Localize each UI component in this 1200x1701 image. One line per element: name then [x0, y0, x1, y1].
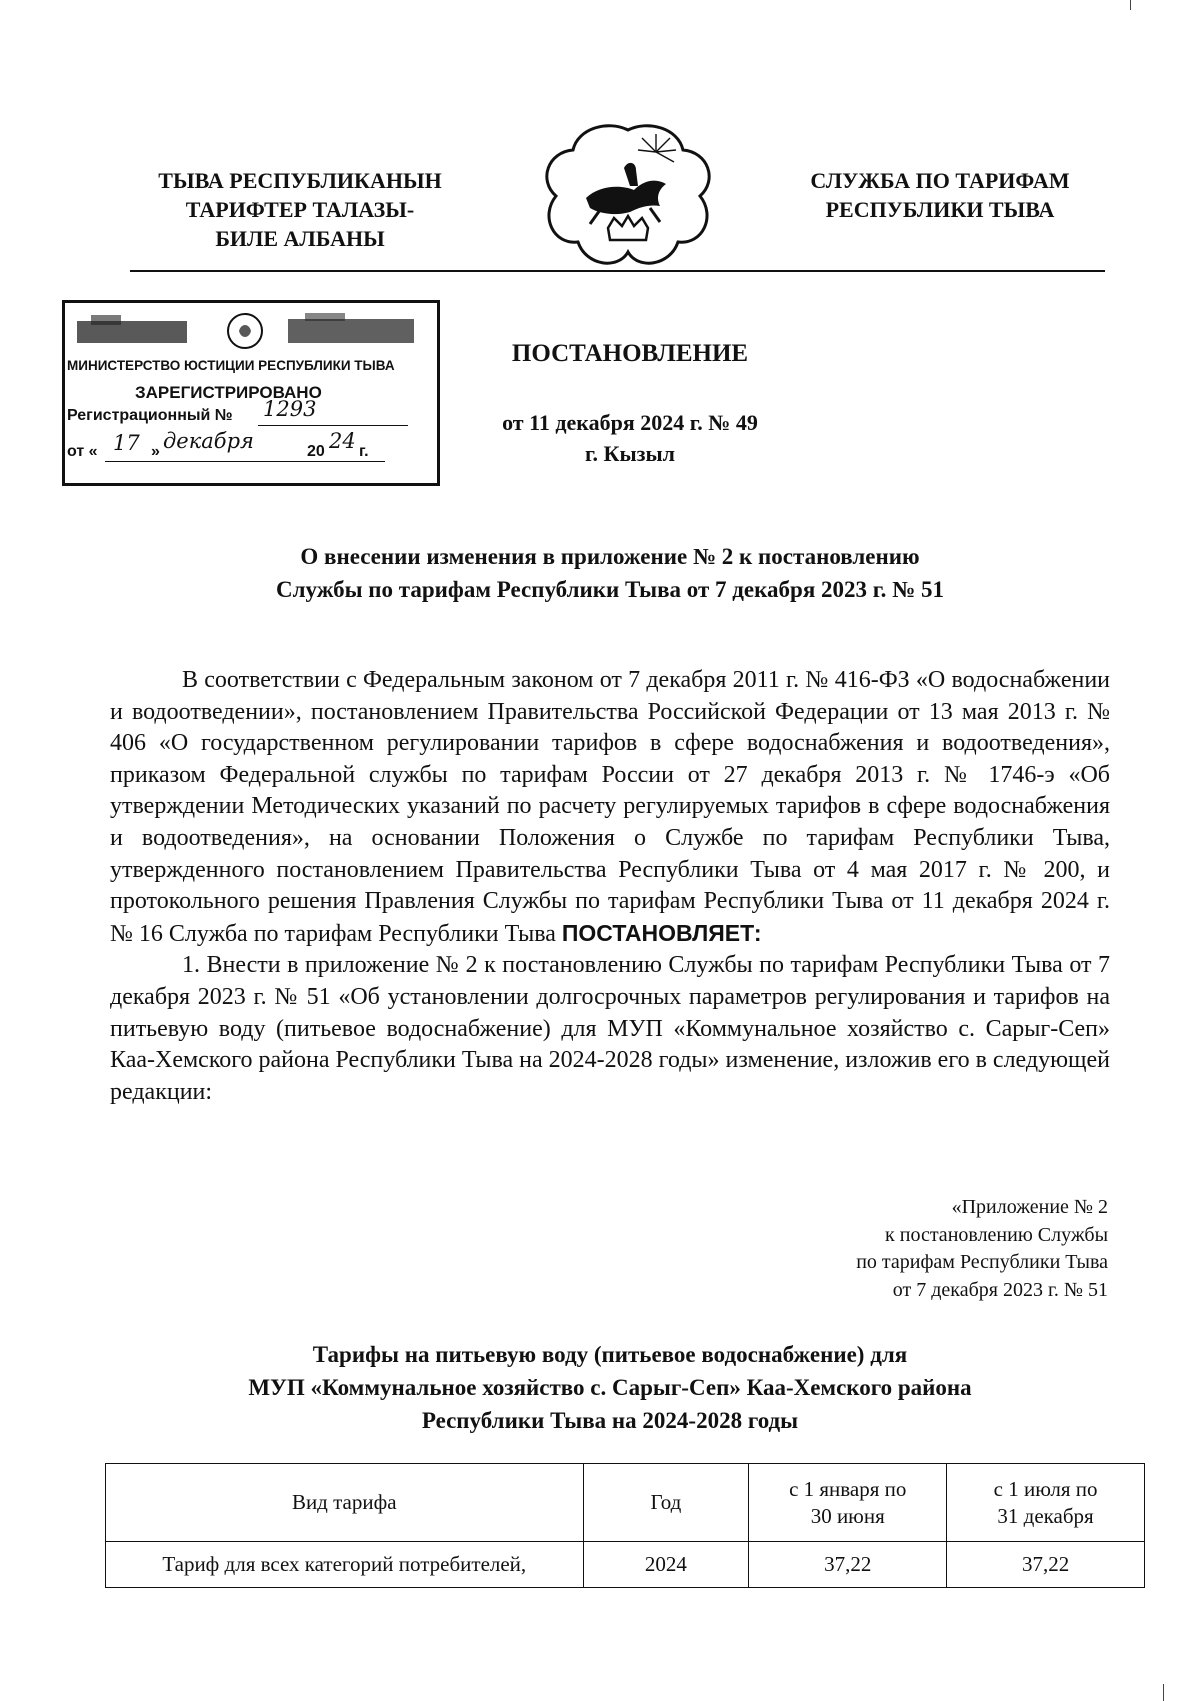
stamp-day: 17 [113, 431, 140, 455]
header-right-line: РЕСПУБЛИКИ ТЫВА [825, 197, 1055, 222]
stamp-number-value: 1293 [263, 397, 317, 421]
stamp-scribble-icon [73, 313, 429, 353]
subject-line: Службы по тарифам Республики Тыва от 7 декабря 2023 г. № 51 [276, 577, 944, 602]
registration-stamp [62, 300, 440, 486]
table-cell: Тариф для всех категорий потребителей, [106, 1542, 584, 1588]
preamble-paragraph [110, 665, 1110, 950]
decree-title: ПОСТАНОВЛЕНИЕ [511, 340, 749, 367]
stamp-number-underline [258, 425, 408, 426]
stamp-year-suffix: 24 [329, 429, 356, 453]
stamp-year-end: г. [359, 443, 369, 460]
header-cell: с 1 января по 30 июня [749, 1464, 947, 1542]
annex-line: по тарифам Республики Тыва [856, 1251, 1108, 1273]
header-left-line: БИЛЕ АЛБАНЫ [215, 226, 385, 251]
table-header-row [106, 1464, 1145, 1542]
stamp-month: декабря [163, 429, 254, 453]
decree-subject [110, 540, 1110, 606]
stamp-from-label: от « [67, 443, 98, 460]
tariff-title [110, 1338, 1110, 1437]
table-cell: 37,22 [947, 1542, 1145, 1588]
stamp-ministry: МИНИСТЕРСТВО ЮСТИЦИИ РЕСПУБЛИКИ ТЫВА [67, 358, 395, 373]
stamp-date-underline [105, 461, 385, 462]
stamp-number-label: Регистрационный № [67, 407, 233, 424]
header-cell: с 1 июля по 31 декабря [947, 1464, 1145, 1542]
stamp-day-close: » [151, 443, 160, 460]
resolves-keyword: ПОСТАНОВЛЯЕТ: [561, 919, 762, 946]
tariff-table [105, 1463, 1145, 1588]
decree-body [110, 665, 1110, 1108]
header-left-line: ТАРИФТЕР ТАЛАЗЫ- [185, 197, 415, 222]
annex-line: к постановлению Службы [885, 1223, 1108, 1246]
table-row [106, 1542, 1145, 1588]
table-cell: 2024 [583, 1542, 749, 1588]
header-cell: Вид тарифа [106, 1464, 584, 1542]
scan-edge-mark [1130, 0, 1131, 10]
tariff-title-line: Республики Тыва на 2024-2028 годы [421, 1408, 799, 1433]
annex-line: «Приложение № 2 [951, 1196, 1108, 1218]
subject-line: О внесении изменения в приложение № 2 к постановлению [300, 544, 920, 569]
preamble-text: В соответствии с Федеральным законом от 7 декабря 2011 г. № 416-ФЗ «О водоснабжении и водоотведении», постановлением Правительства Российской Федерации от 13 мая 2013 г. № 406 «О государственном регулировании тарифов в сфере водоснабжения и водоотведения», приказом Федеральной службы по тарифам России от 27 декабря 2013 г. № 1746-э «Об утверждении Методических указаний по расчету регулируемых тарифов в сфере водоснабжения и водоотведения», на основании Положения о Службе по тарифам Республики Тыва, утвержденного постановлением Правительства Республики Тыва от 4 мая 2017 г. № 200, и протокольного решения Правления Службы по тарифам Республики Тыва от 11 декабря 2024 г. № 16 Служба по тарифам Республики Тыва [110, 667, 1110, 947]
decree-city: г. Кызыл [585, 441, 675, 466]
header-cell: Год [583, 1464, 749, 1542]
annex-reference [856, 1194, 1108, 1304]
table-cell: 37,22 [749, 1542, 947, 1588]
header-right-block [775, 166, 1105, 224]
scan-edge-mark [1163, 1684, 1164, 1701]
annex-line: от 7 декабря 2023 г. № 51 [892, 1278, 1108, 1301]
tuva-coat-of-arms-icon [538, 120, 718, 270]
stamp-status: ЗАРЕГИСТРИРОВАНО [135, 383, 322, 402]
header-left-block [130, 166, 470, 253]
tariff-title-line: Тарифы на питьевую воду (питьевое водоснабжение) для [312, 1342, 908, 1367]
item-1-paragraph: 1. Внести в приложение № 2 к постановлению Службы по тарифам Республики Тыва от 7 декабря 2023 г. № 51 «Об установлении долгосрочных параметров регулирования и тарифов на питьевую воду (питьевое водоснабжение) для МУП «Коммунальное хозяйство с. Сарыг-Сеп» Каа-Хемского района Республики Тыва на 2024-2028 годы» изменение, изложив его в следующей редакции: [110, 952, 1110, 1105]
header-right-line: СЛУЖБА ПО ТАРИФАМ [810, 168, 1070, 193]
header-rule [130, 270, 1105, 272]
decree-date: от 11 декабря 2024 г. № 49 [502, 410, 758, 435]
tariff-title-line: МУП «Коммунальное хозяйство с. Сарыг-Сеп» Каа-Хемского района [248, 1375, 972, 1400]
stamp-year-prefix: 20 [307, 443, 325, 460]
header-left-line: ТЫВА РЕСПУБЛИКАНЫН [158, 168, 442, 193]
